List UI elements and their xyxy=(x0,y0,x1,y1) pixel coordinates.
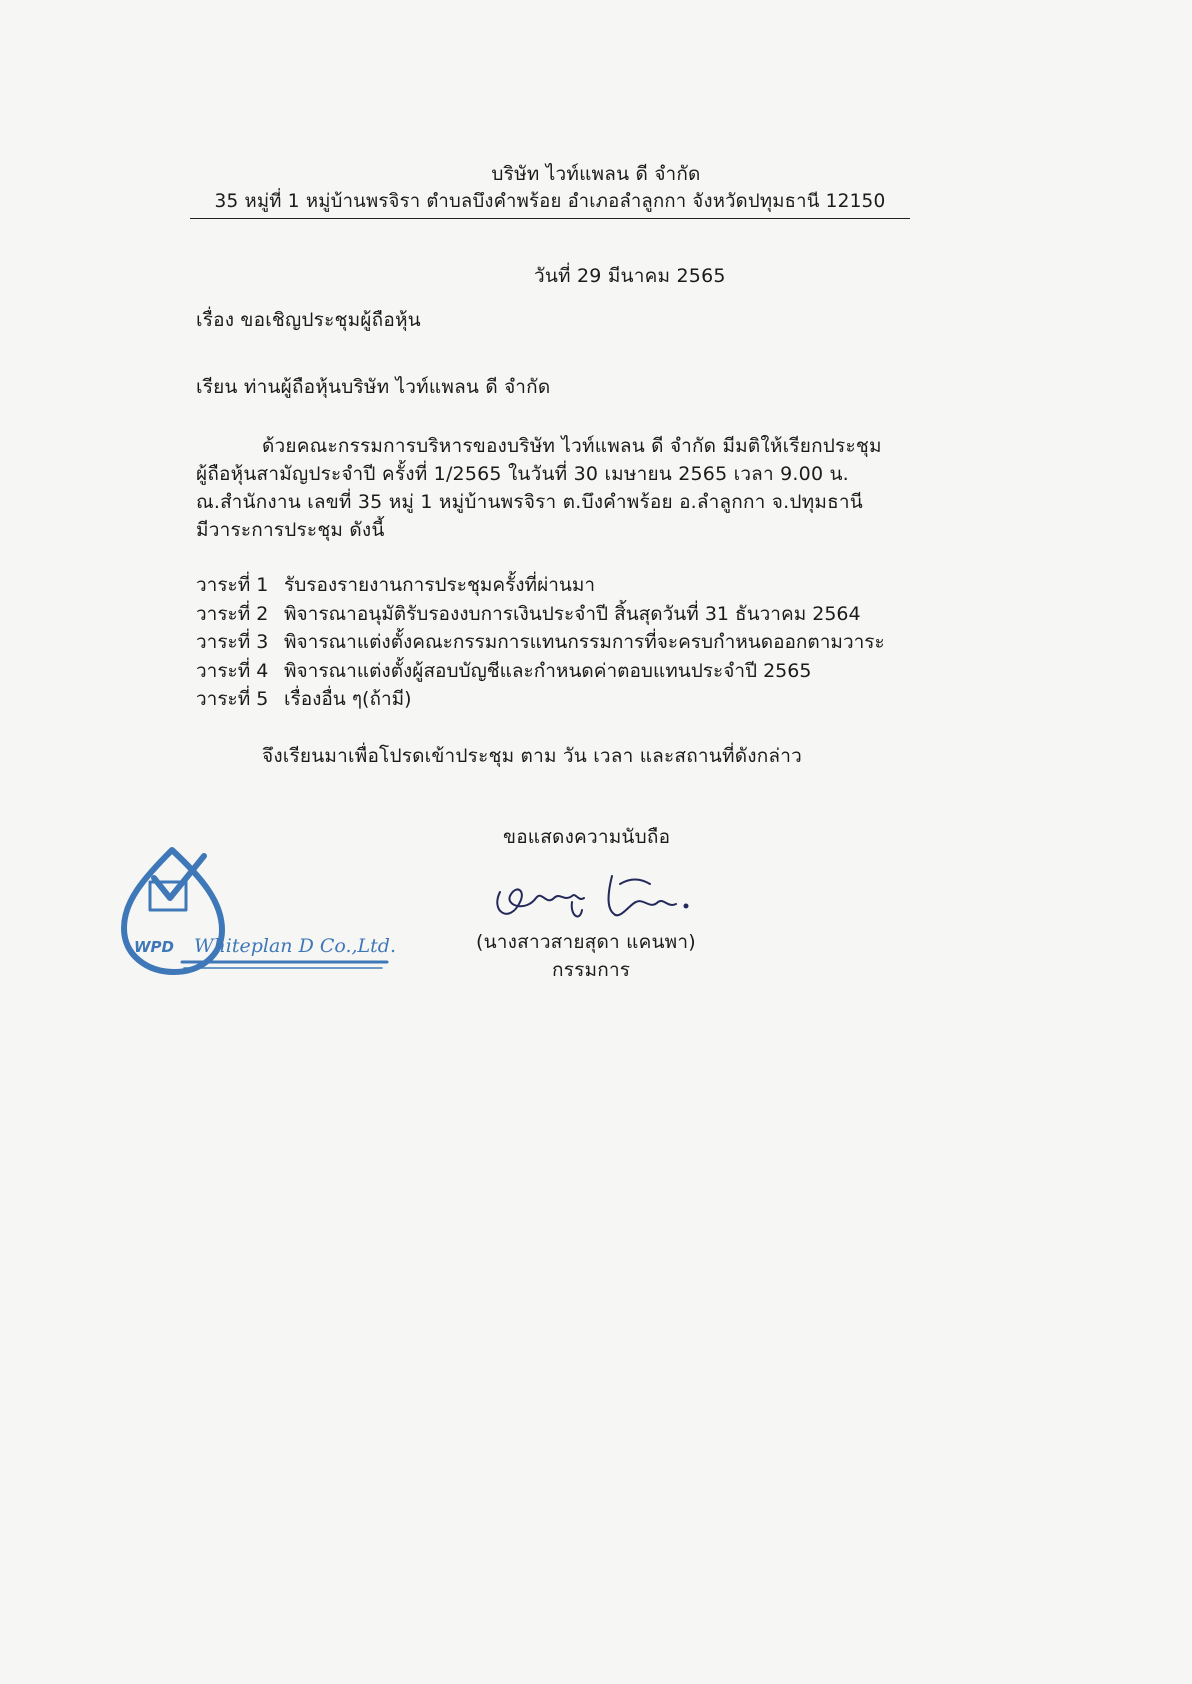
company-address: 35 หมู่ที่ 1 หมู่บ้านพรจิรา ตำบลบึงคำพร้อย อำเภอลำลูกกา จังหวัดปทุมธานี 12150 xyxy=(190,190,910,219)
closing-line: จึงเรียนมาเพื่อโปรดเข้าประชุม ตาม วัน เวลา และสถานที่ดังกล่าว xyxy=(262,745,803,767)
agenda-item xyxy=(196,571,885,600)
body-line: ด้วยคณะกรรมการบริหารของบริษัท ไวท์แพลน ดี จำกัด มีมติให้เรียกประชุม xyxy=(262,435,882,457)
letter-date: วันที่ 29 มีนาคม 2565 xyxy=(534,265,726,287)
agenda-text: พิจารณาแต่งตั้งคณะกรรมการแทนกรรมการที่จะครบกำหนดออกตามวาระ xyxy=(284,631,885,653)
seal-abbr: WPD xyxy=(134,938,174,956)
agenda-text: พิจารณาอนุมัติรับรองงบการเงินประจำปี สิ้นสุดวันที่ 31 ธันวาคม 2564 xyxy=(284,602,861,625)
signer-name: (นางสาวสายสุดา แคนพา) xyxy=(476,931,696,953)
agenda-number: วาระที่ 3 xyxy=(196,631,269,653)
company-seal-stamp xyxy=(112,840,422,980)
agenda-item xyxy=(196,657,885,686)
agenda-number: วาระที่ 1 xyxy=(196,574,269,596)
letter-recipient: เรียน ท่านผู้ถือหุ้นบริษัท ไวท์แพลน ดี จำกัด xyxy=(196,376,551,398)
body-line: มีวาระการประชุม ดังนี้ xyxy=(196,519,385,541)
signature xyxy=(480,862,700,932)
agenda-item xyxy=(196,600,885,629)
agenda-text: เรื่องอื่น ๆ(ถ้ามี) xyxy=(284,688,412,710)
body-line: ณ.สำนักงาน เลขที่ 35 หมู่ 1 หมู่บ้านพรจิรา ต.บึงคำพร้อย อ.ลำลูกกา จ.ปทุมธานี xyxy=(196,491,863,513)
agenda-number: วาระที่ 5 xyxy=(196,688,269,710)
agenda-text: พิจารณาแต่งตั้งผู้สอบบัญชีและกำหนดค่าตอบแทนประจำปี 2565 xyxy=(284,659,812,682)
signer-position: กรรมการ xyxy=(552,959,631,981)
agenda-text: รับรองรายงานการประชุมครั้งที่ผ่านมา xyxy=(284,574,596,596)
agenda-number: วาระที่ 2 xyxy=(196,602,269,625)
regards-line: ขอแสดงความนับถือ xyxy=(503,826,671,848)
agenda-item xyxy=(196,628,885,657)
body-line: ผู้ถือหุ้นสามัญประจำปี ครั้งที่ 1/2565 ในวันที่ 30 เมษายน 2565 เวลา 9.00 น. xyxy=(196,463,849,485)
agenda-list xyxy=(196,571,885,714)
seal-company-name: Whiteplan D Co.,Ltd. xyxy=(194,935,397,957)
letter-subject: เรื่อง ขอเชิญประชุมผู้ถือหุ้น xyxy=(196,309,421,331)
company-name: บริษัท ไวท์แพลน ดี จำกัด xyxy=(491,163,701,185)
agenda-item xyxy=(196,685,885,714)
agenda-number: วาระที่ 4 xyxy=(196,659,269,682)
